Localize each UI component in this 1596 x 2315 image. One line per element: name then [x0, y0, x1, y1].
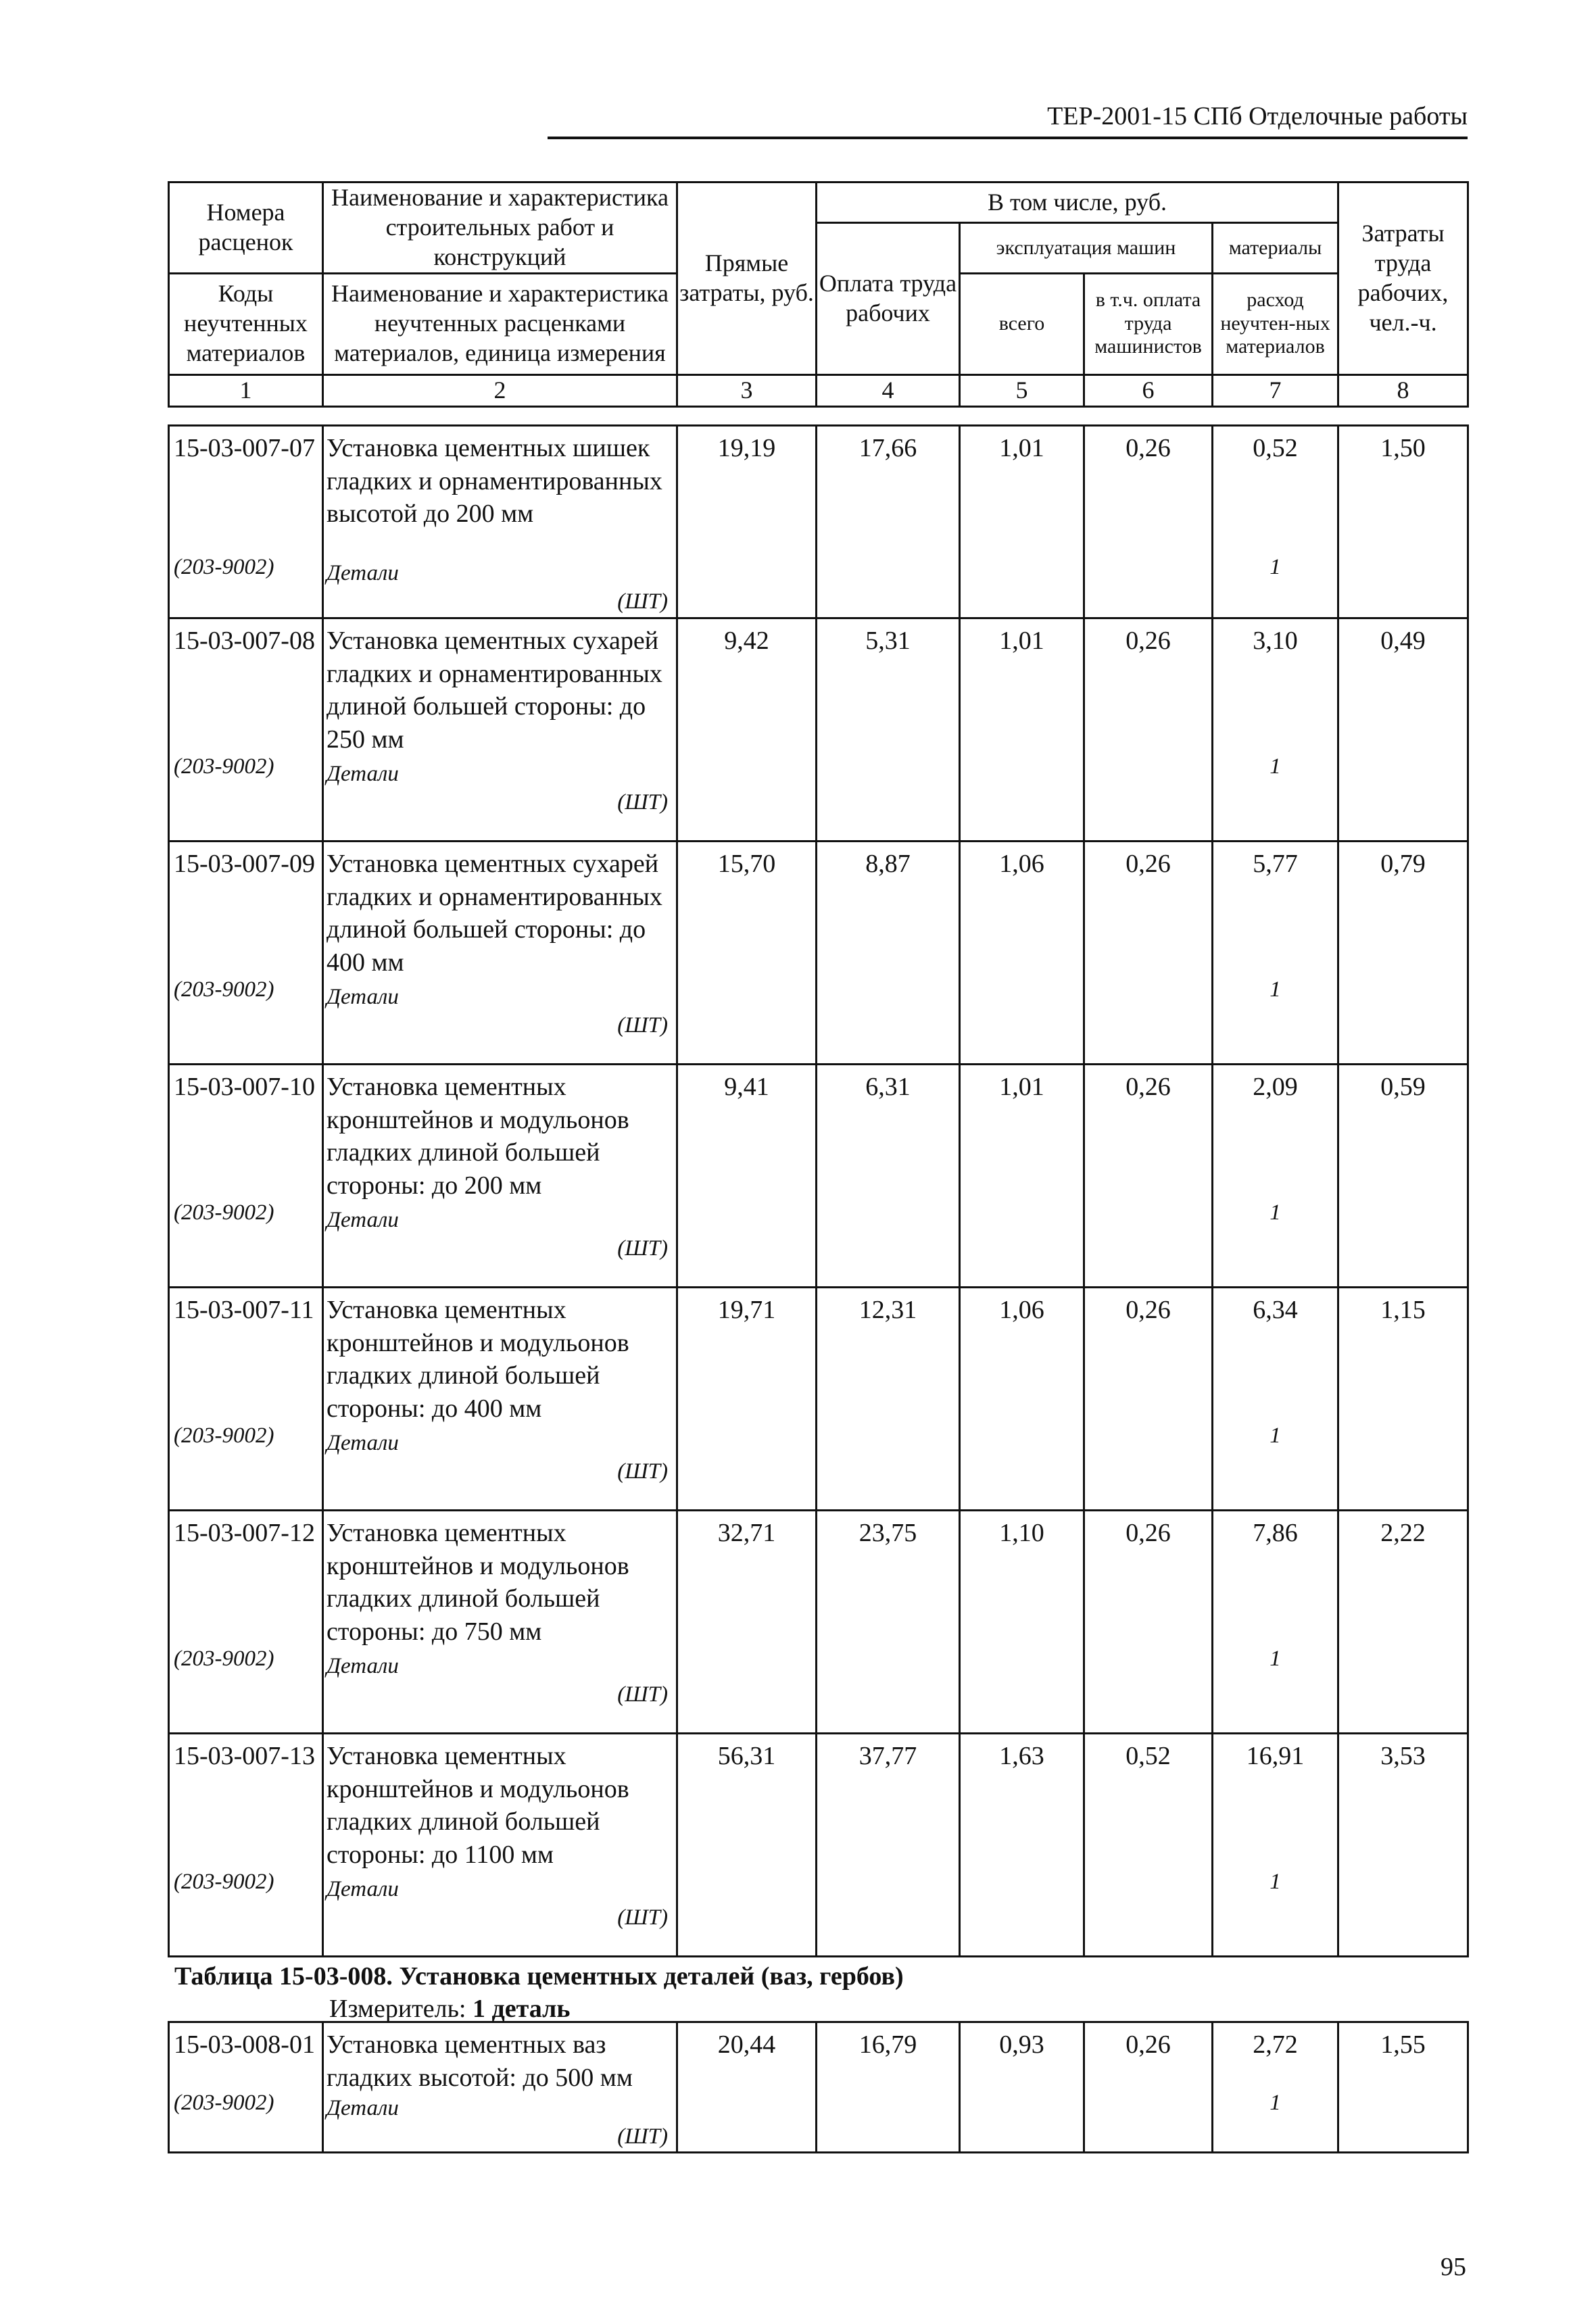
page-number: 95 [1441, 2253, 1466, 2281]
in-total-header: В том числе, руб. [817, 182, 1338, 223]
column-number: 7 [1213, 374, 1338, 406]
column-number-row [169, 374, 1468, 406]
machinist-pay: 0,26 [1084, 842, 1213, 1065]
rate-code: 15-03-007-11 [174, 1296, 314, 1324]
rate-description-cell [323, 618, 677, 842]
machinist-pay: 0,26 [1084, 618, 1213, 842]
machinist-pay: 0,26 [1084, 2022, 1213, 2153]
column-number: 8 [1338, 374, 1468, 406]
material-quantity: 1 [1269, 554, 1281, 579]
material-name: Детали [327, 2096, 399, 2121]
material-unit: (ШТ) [617, 1905, 668, 1930]
material-code: (203-9002) [174, 977, 274, 1002]
direct-costs: 32,71 [677, 1511, 817, 1734]
rate-description: Установка цементных кронштейнов и модульонов гладких длиной большей стороны: до 200 мм [327, 1073, 629, 1200]
machines-total: 1,10 [960, 1511, 1084, 1734]
labor-hours: 1,55 [1338, 2022, 1468, 2153]
material-quantity: 1 [1269, 977, 1281, 1002]
column-number: 5 [960, 374, 1084, 406]
material-code: (203-9002) [174, 2090, 274, 2115]
material-code: (203-9002) [174, 1869, 274, 1894]
rate-description: Установка цементных сухарей гладких и орнаментированных длиной большей стороны: до 400 мм [327, 850, 662, 977]
table-row [169, 618, 1468, 842]
table-row [169, 1511, 1468, 1734]
rate-code-cell [169, 1065, 323, 1288]
rate-description: Установка цементных сухарей гладких и орнаментированных длиной большей стороны: до 250 мм [327, 627, 662, 754]
running-title: ТЕР-2001-15 СПб Отделочные работы [548, 101, 1468, 139]
machinist-pay: 0,26 [1084, 1288, 1213, 1511]
material-name: Детали [327, 762, 399, 786]
materials-cell [1213, 1734, 1338, 1957]
material-code: (203-9002) [174, 554, 274, 579]
direct-costs: 19,71 [677, 1288, 817, 1511]
material-code: (203-9002) [174, 754, 274, 779]
col-labor-hours-header: Затраты труда рабочих, чел.-ч. [1338, 182, 1468, 375]
rate-code: 15-03-007-09 [174, 850, 315, 878]
direct-costs: 20,44 [677, 2022, 817, 2153]
rate-code-cell [169, 1511, 323, 1734]
materials-cost: 0,52 [1253, 434, 1298, 462]
labor-hours: 0,59 [1338, 1065, 1468, 1288]
material-quantity: 1 [1269, 1646, 1281, 1671]
machines-total: 1,01 [960, 618, 1084, 842]
rate-description: Установка цементных шишек гладких и орнаментированных высотой до 200 мм [327, 434, 662, 529]
material-unit: (ШТ) [617, 1459, 668, 1484]
material-code: (203-9002) [174, 1200, 274, 1225]
table-measure [329, 1994, 570, 2024]
material-quantity: 1 [1269, 1423, 1281, 1448]
column-number: 3 [677, 374, 817, 406]
rate-description-cell [323, 1734, 677, 1957]
materials-cell [1213, 842, 1338, 1065]
materials-cell [1213, 1065, 1338, 1288]
labor-pay: 37,77 [817, 1734, 960, 1957]
table-title: Таблица 15-03-008. Установка цементных деталей (ваз, гербов) [174, 1962, 904, 1991]
table-row [169, 2022, 1468, 2153]
material-name: Детали [327, 1431, 399, 1455]
labor-pay: 6,31 [817, 1065, 960, 1288]
machines-total: 1,06 [960, 842, 1084, 1065]
table-row [169, 842, 1468, 1065]
rate-code-cell [169, 1734, 323, 1957]
material-name: Детали [327, 985, 399, 1009]
materials-cost: 3,10 [1253, 627, 1298, 655]
rate-description-cell [323, 842, 677, 1065]
rate-description: Установка цементных кронштейнов и модульонов гладких длиной большей стороны: до 400 мм [327, 1296, 629, 1423]
rate-code: 15-03-008-01 [174, 2030, 315, 2059]
materials-cell [1213, 1288, 1338, 1511]
material-unit: (ШТ) [617, 1682, 668, 1707]
materials-cost: 5,77 [1253, 850, 1298, 878]
rate-description: Установка цементных кронштейнов и модульонов гладких длиной большей стороны: до 750 мм [327, 1519, 629, 1646]
labor-hours: 3,53 [1338, 1734, 1468, 1957]
column-number: 4 [817, 374, 960, 406]
material-name: Детали [327, 1654, 399, 1678]
materials-cost: 2,72 [1253, 2030, 1298, 2059]
material-name: Детали [327, 1877, 399, 1901]
rate-description-cell [323, 2022, 677, 2153]
material-unit: (ШТ) [617, 589, 668, 614]
rate-code-cell [169, 2022, 323, 2153]
direct-costs: 19,19 [677, 426, 817, 618]
material-unit: (ШТ) [617, 790, 668, 815]
material-quantity: 1 [1269, 754, 1281, 779]
machines-header: эксплуатация машин [960, 223, 1213, 274]
column-number: 2 [323, 374, 677, 406]
machines-total: 1,01 [960, 426, 1084, 618]
direct-costs: 9,42 [677, 618, 817, 842]
rate-description-cell [323, 1065, 677, 1288]
materials-cost: 16,91 [1246, 1742, 1305, 1770]
rate-code: 15-03-007-12 [174, 1519, 315, 1547]
col-material-names-header: Наименование и характеристика неучтенных расценками материалов, единица измерения [323, 273, 677, 374]
table-row [169, 426, 1468, 618]
column-header-table [168, 181, 1469, 408]
labor-hours: 1,15 [1338, 1288, 1468, 1511]
col-machinist-pay-header: в т.ч. оплата труда машинистов [1084, 273, 1213, 374]
labor-pay: 8,87 [817, 842, 960, 1065]
materials-cell [1213, 1511, 1338, 1734]
col-material-usage-header: расход неучтен-ных материалов [1213, 273, 1338, 374]
labor-hours: 2,22 [1338, 1511, 1468, 1734]
column-number: 6 [1084, 374, 1213, 406]
rate-code: 15-03-007-08 [174, 627, 315, 655]
col-material-codes-header: Коды неучтенных материалов [169, 273, 323, 374]
measure-value: 1 деталь [473, 1995, 571, 2023]
rate-code-cell [169, 1288, 323, 1511]
col-direct-costs-header: Прямые затраты, руб. [677, 182, 817, 375]
rate-description: Установка цементных кронштейнов и модульонов гладких длиной большей стороны: до 1100 мм [327, 1742, 629, 1869]
machines-total: 1,01 [960, 1065, 1084, 1288]
materials-cell [1213, 618, 1338, 842]
labor-hours: 1,50 [1338, 426, 1468, 618]
material-quantity: 1 [1269, 1200, 1281, 1225]
table-row [169, 1065, 1468, 1288]
col-work-name-header: Наименование и характеристика строительных работ и конструкций [323, 182, 677, 274]
direct-costs: 9,41 [677, 1065, 817, 1288]
labor-pay: 16,79 [817, 2022, 960, 2153]
machinist-pay: 0,26 [1084, 1065, 1213, 1288]
material-quantity: 1 [1269, 2090, 1281, 2115]
material-unit: (ШТ) [617, 1236, 668, 1261]
labor-pay: 5,31 [817, 618, 960, 842]
table-row [169, 1288, 1468, 1511]
material-code: (203-9002) [174, 1646, 274, 1671]
machinist-pay: 0,26 [1084, 1511, 1213, 1734]
material-name: Детали [327, 1208, 399, 1232]
measure-label: Измеритель: [329, 1995, 466, 2023]
material-quantity: 1 [1269, 1869, 1281, 1894]
labor-pay: 12,31 [817, 1288, 960, 1511]
rate-code-cell [169, 842, 323, 1065]
materials-cell [1213, 426, 1338, 618]
machines-total: 1,06 [960, 1288, 1084, 1511]
rate-code: 15-03-007-07 [174, 434, 315, 462]
direct-costs: 56,31 [677, 1734, 817, 1957]
rate-description: Установка цементных ваз гладких высотой: до 500 мм [327, 2030, 633, 2092]
materials-cost: 2,09 [1253, 1073, 1298, 1101]
labor-hours: 0,49 [1338, 618, 1468, 842]
material-name: Детали [327, 561, 399, 585]
labor-hours: 0,79 [1338, 842, 1468, 1065]
machines-total: 0,93 [960, 2022, 1084, 2153]
col-rate-number-header: Номера расценок [169, 182, 323, 274]
materials-cell [1213, 2022, 1338, 2153]
direct-costs: 15,70 [677, 842, 817, 1065]
material-unit: (ШТ) [617, 2124, 668, 2149]
machines-total: 1,63 [960, 1734, 1084, 1957]
rate-code-cell [169, 618, 323, 842]
machinist-pay: 0,26 [1084, 426, 1213, 618]
rate-description-cell [323, 1511, 677, 1734]
machinist-pay: 0,52 [1084, 1734, 1213, 1957]
rate-code: 15-03-007-10 [174, 1073, 315, 1101]
rate-description-cell [323, 1288, 677, 1511]
labor-pay: 17,66 [817, 426, 960, 618]
col-labor-pay-header: Оплата труда рабочих [817, 223, 960, 375]
material-unit: (ШТ) [617, 1013, 668, 1038]
table-row [169, 1734, 1468, 1957]
materials-cost: 7,86 [1253, 1519, 1298, 1547]
labor-pay: 23,75 [817, 1511, 960, 1734]
materials-cost: 6,34 [1253, 1296, 1298, 1324]
rates-table-2 [168, 2021, 1469, 2153]
rates-table [168, 424, 1469, 1957]
rate-description-cell [323, 426, 677, 618]
material-code: (203-9002) [174, 1423, 274, 1448]
materials-header: материалы [1213, 223, 1338, 274]
rate-code-cell [169, 426, 323, 618]
col-machines-total-header: всего [960, 273, 1084, 374]
rate-code: 15-03-007-13 [174, 1742, 315, 1770]
column-number: 1 [169, 374, 323, 406]
